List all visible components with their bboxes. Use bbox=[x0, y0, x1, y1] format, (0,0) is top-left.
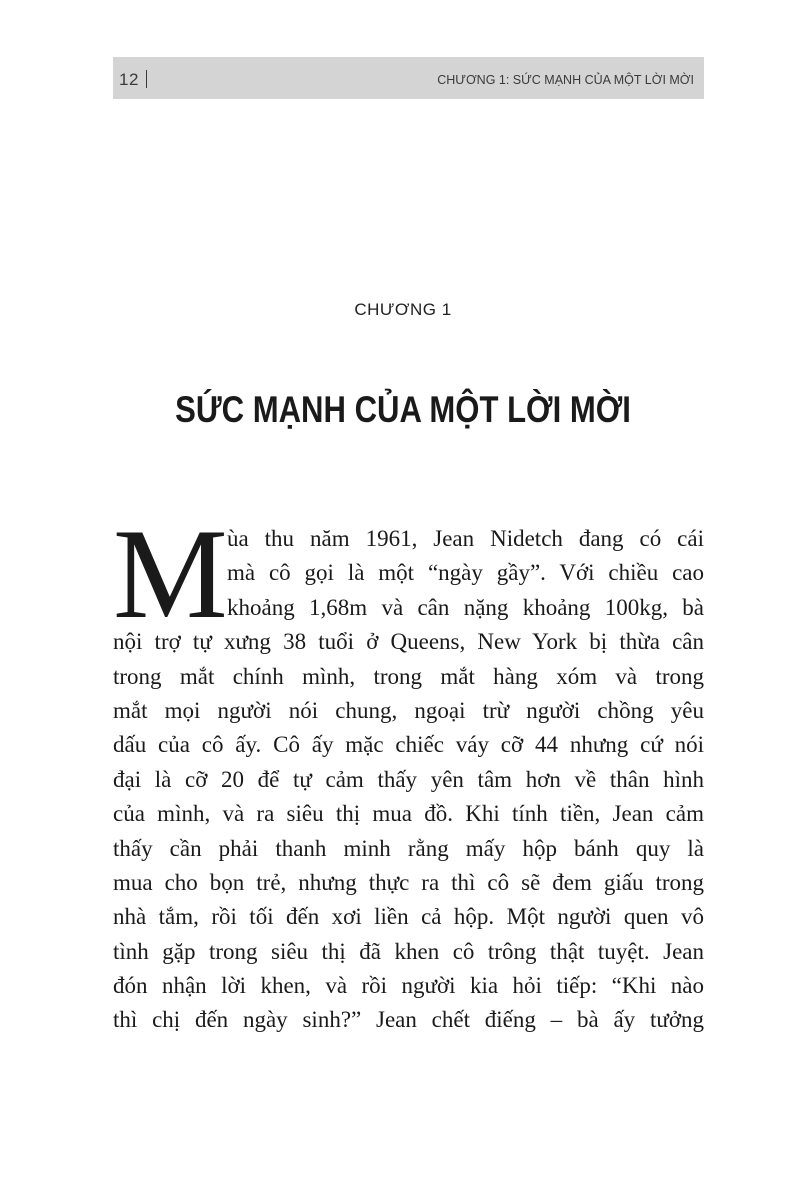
body-line: thấy cần phải thanh minh rằng mấy hộp bánh quy là bbox=[113, 835, 704, 861]
drop-cap: M bbox=[113, 502, 228, 645]
header-divider bbox=[146, 70, 147, 88]
body-line: thì chị đến ngày sinh?” Jean chết điếng – bà ấy tưởng bbox=[113, 1007, 704, 1033]
chapter-label: CHƯƠNG 1 bbox=[354, 300, 452, 319]
body-line: mắt mọi người nói chung, ngoại trừ người chồng yêu bbox=[113, 697, 704, 723]
body-line: mua cho bọn trẻ, nhưng thực ra thì cô sẽ đem giấu trong bbox=[113, 869, 704, 895]
body-line: đón nhận lời khen, và rồi người kia hỏi tiếp: “Khi nào bbox=[113, 973, 704, 999]
body-line: ùa thu năm 1961, Jean Nidetch đang có cái bbox=[227, 526, 704, 551]
body-line: đại là cỡ 20 để tự cảm thấy yên tâm hơn về thân hình bbox=[113, 766, 704, 792]
body-line: mà cô gọi là một “ngày gầy”. Với chiều cao bbox=[227, 560, 704, 586]
running-head-title: CHƯƠNG 1: SỨC MẠNH CỦA MỘT LỜI MỜI bbox=[437, 73, 694, 87]
body-line: trong mắt chính mình, trong mắt hàng xóm và trong bbox=[113, 663, 704, 689]
body-line: khoảng 1,68m và cân nặng khoảng 100kg, bà bbox=[227, 594, 704, 620]
running-header-bar bbox=[113, 57, 704, 99]
body-line: nhà tắm, rồi tối đến xơi liền cả hộp. Một người quen vô bbox=[113, 904, 704, 930]
page-number: 12 bbox=[119, 70, 139, 89]
body-line: tình gặp trong siêu thị đã khen cô trông thật tuyệt. Jean bbox=[113, 938, 704, 964]
body-line: dấu của cô ấy. Cô ấy mặc chiếc váy cỡ 44 nhưng cứ nói bbox=[113, 732, 704, 758]
body-line: nội trợ tự xưng 38 tuổi ở Queens, New York bị thừa cân bbox=[113, 629, 704, 655]
body-line: của mình, và ra siêu thị mua đồ. Khi tính tiền, Jean cảm bbox=[113, 801, 704, 827]
body-paragraph bbox=[113, 502, 704, 1038]
chapter-title: SỨC MẠNH CỦA MỘT LỜI MỜI bbox=[175, 389, 631, 430]
